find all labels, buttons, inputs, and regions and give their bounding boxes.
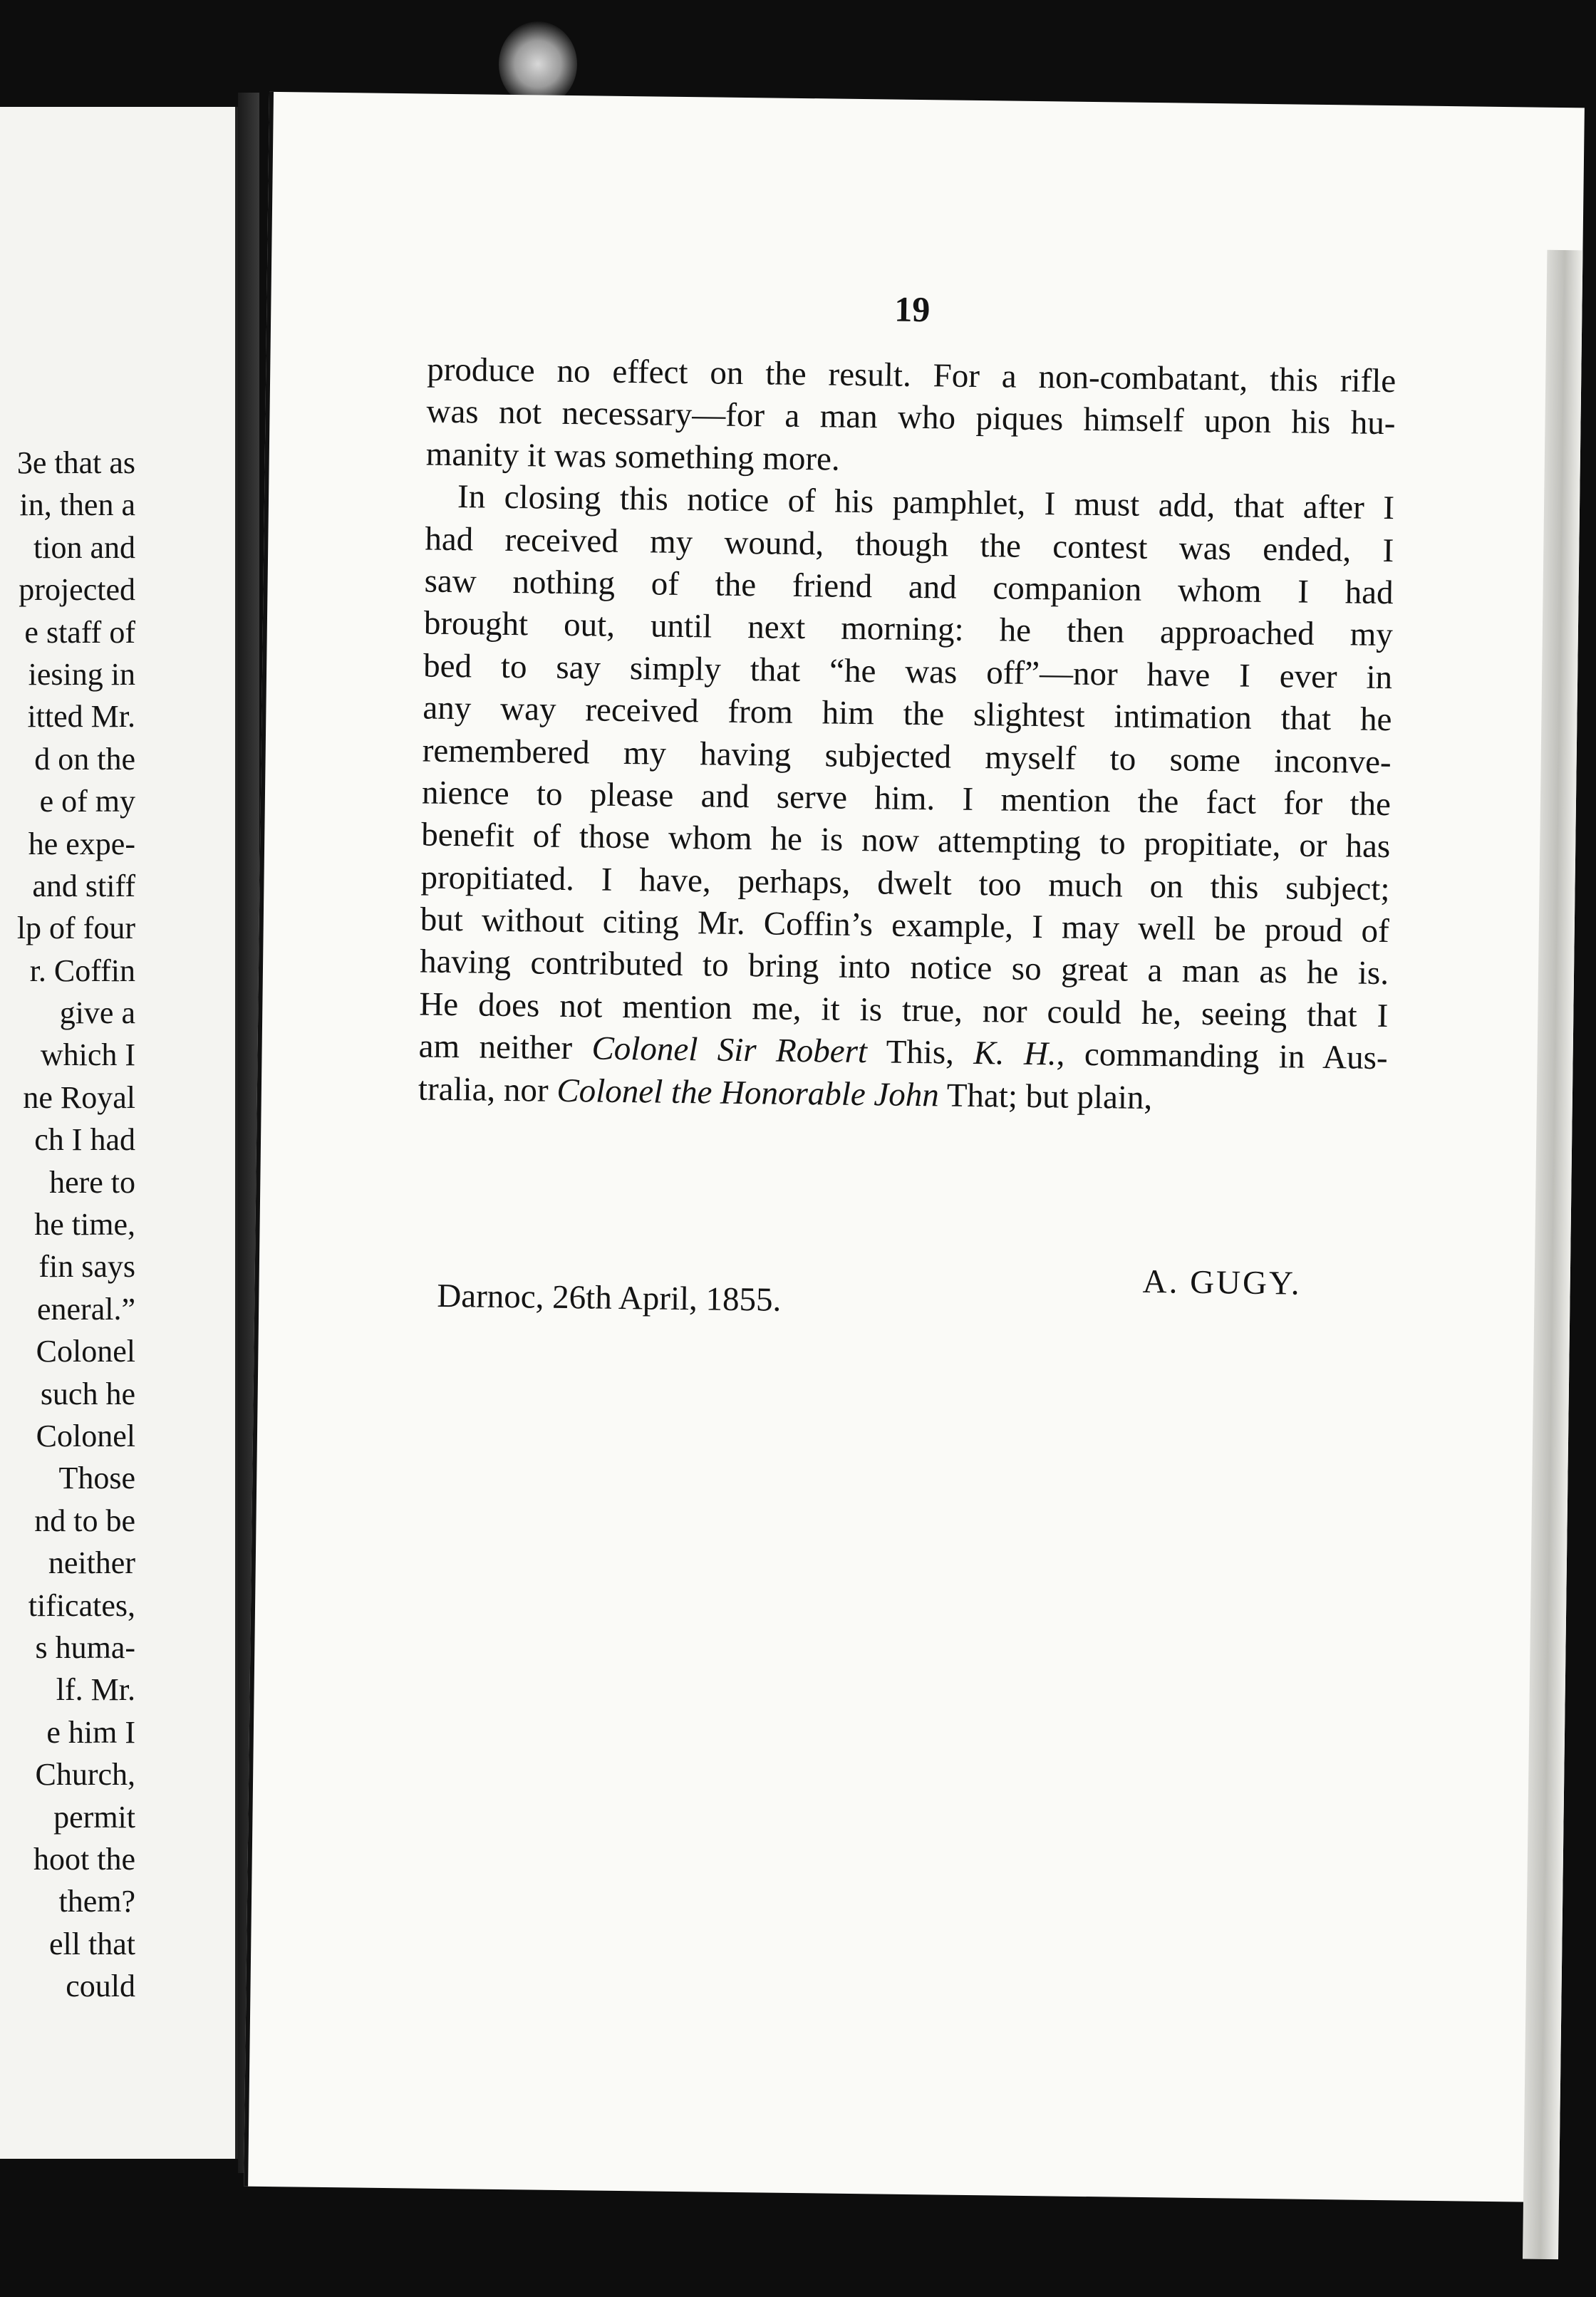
left-fragment-line: projected [19, 572, 135, 608]
body-line: any way received from him the slightest intimation that he [423, 689, 1392, 739]
left-fragment-line: s huma- [35, 1629, 135, 1665]
body-lines [419, 349, 1396, 1038]
left-fragment-line: 3e that as [16, 445, 135, 480]
left-fragment-line: permit [53, 1799, 135, 1835]
left-fragment-line: ch I had [34, 1122, 135, 1158]
left-fragment-line: Colonel [36, 1334, 135, 1369]
body-line: had received my wound, though the contest was ended, I [425, 520, 1394, 569]
left-fragment-line: and stiff [32, 868, 135, 903]
body-line-italic-2: tralia, nor Colonel the Honorable John That; but plain, [418, 1070, 1153, 1116]
left-fragment-line: Colonel [36, 1418, 135, 1453]
left-fragment-line: lf. Mr. [56, 1672, 135, 1708]
left-fragment-line: fin says [38, 1249, 135, 1285]
left-fragment-line: e him I [46, 1714, 135, 1750]
left-fragment-line: tion and [33, 529, 135, 565]
right-page [244, 92, 1585, 2202]
left-fragment-line: Those [58, 1461, 135, 1496]
page-edge [1523, 250, 1582, 2259]
body-line: bed to say simply that “he was off”—nor have I ever in [423, 647, 1393, 696]
left-fragment-line: such he [40, 1376, 135, 1411]
left-fragment-line: iesing in [28, 656, 135, 692]
left-page [0, 107, 238, 2159]
body-line: remembered my having subjected myself to some inconve- [422, 732, 1392, 781]
left-fragment-line: ell that [49, 1926, 135, 1961]
page-body-text [418, 349, 1396, 1123]
body-line: manity it was something more. [425, 435, 840, 478]
left-fragment-line: them? [58, 1884, 135, 1919]
left-fragment-line: give a [59, 995, 135, 1031]
body-line: produce no effect on the result. For a non-combatant, this rifle [426, 351, 1396, 400]
body-line: but without citing Mr. Coffin’s example, I may well be proud of [420, 901, 1390, 950]
body-line: He does not mention me, it is true, nor could he, seeing that I [419, 985, 1389, 1035]
left-fragment-line: lp of four [16, 911, 135, 946]
left-fragment-line: in, then a [19, 487, 135, 523]
signature: A. GUGY. [1142, 1262, 1302, 1302]
left-fragment-line: hoot the [33, 1841, 135, 1877]
left-fragment-line: here to [49, 1164, 135, 1200]
left-fragment-line: tificates, [28, 1587, 135, 1623]
left-fragment-line: eneral.” [37, 1291, 135, 1327]
left-fragment-line: Church, [35, 1757, 135, 1793]
left-fragment-line: d on the [34, 741, 135, 777]
left-page-text-fragments [0, 442, 135, 2007]
left-fragment-line: he expe- [28, 826, 135, 861]
left-fragment-line: e of my [39, 784, 135, 819]
dateline: Darnoc, 26th April, 1855. [437, 1277, 782, 1319]
left-fragment-line: which I [40, 1037, 135, 1073]
body-line: benefit of those whom he is now attempting to propitiate, or has [420, 816, 1391, 866]
body-line: brought out, until next morning: he then approached my [423, 604, 1394, 654]
body-line: was not necessary—for a man who piques himself upon his hu- [426, 393, 1396, 442]
body-line: saw nothing of the friend and companion whom I had [424, 562, 1394, 612]
italic-name-2: K. H. [973, 1035, 1057, 1073]
italic-name-1: Colonel Sir Robert [591, 1030, 868, 1071]
left-fragment-line: nd to be [34, 1503, 135, 1538]
body-line: having contributed to bring into notice so great a man as he is. [419, 943, 1389, 992]
left-fragment-line: r. Coffin [29, 953, 135, 988]
page-number: 19 [894, 289, 931, 330]
left-fragment-line: neither [48, 1545, 135, 1581]
left-fragment-line: ne Royal [23, 1079, 135, 1115]
left-fragment-line: he time, [34, 1207, 135, 1243]
left-fragment-line: e staff of [24, 614, 135, 650]
left-fragment-line: could [66, 1969, 135, 2004]
body-line: In closing this notice of his pamphlet, I must add, that after I [457, 478, 1395, 527]
body-line-italic-1: am neither Colonel Sir Robert This, K. H., commanding in Aus- [418, 1027, 1388, 1077]
italic-name-3: Colonel the Honorable John [556, 1072, 940, 1114]
body-line: nience to please and serve him. I mention the fact for the [421, 774, 1392, 824]
left-fragment-line: itted Mr. [27, 699, 135, 735]
body-line: propitiated. I have, perhaps, dwelt too much on this subject; [420, 859, 1390, 908]
